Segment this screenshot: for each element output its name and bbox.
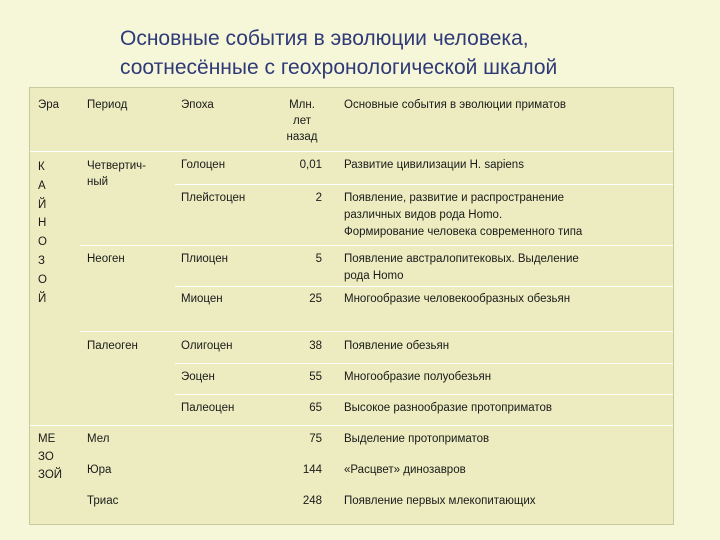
epoch-cell: Миоцен xyxy=(181,293,223,305)
header-events: Основные события в эволюции приматов xyxy=(344,99,566,111)
era-mesozoic xyxy=(38,430,62,484)
geochronology-table xyxy=(29,87,674,525)
epoch-cell: Плейстоцен xyxy=(181,192,246,204)
period-quaternary xyxy=(87,158,146,190)
period-jurassic: Юра xyxy=(87,464,112,476)
era-line: ЗО xyxy=(38,451,54,463)
mya-cell: 38 xyxy=(309,340,322,352)
header-mln xyxy=(277,97,327,145)
event-cell: «Расцвет» динозавров xyxy=(344,464,466,476)
page-title xyxy=(120,24,700,82)
era-letter: З xyxy=(38,254,45,267)
period-neogene: Неоген xyxy=(87,253,125,265)
row-divider xyxy=(30,425,673,426)
mya-cell: 2 xyxy=(315,192,322,204)
era-line: МЕ xyxy=(38,433,56,445)
event-line: Формирование человека современного типа xyxy=(344,226,583,238)
era-letter: Н xyxy=(38,217,47,230)
mya-cell: 5 xyxy=(315,253,322,265)
row-divider xyxy=(175,286,673,287)
header-period: Период xyxy=(87,99,128,111)
event-line: рода Homo xyxy=(344,270,404,282)
period-triassic: Триас xyxy=(87,495,119,507)
title-line-1: Основные события в эволюции человека, xyxy=(120,27,529,50)
era-letter: К xyxy=(38,161,45,173)
row-divider xyxy=(30,151,673,152)
era-line: ЗОЙ xyxy=(38,469,63,481)
header-era: Эра xyxy=(38,99,60,111)
header-mln-line-2: лет xyxy=(293,115,311,127)
row-divider xyxy=(80,245,673,246)
event-cell: Многообразие полуобезьян xyxy=(344,371,492,383)
epoch-cell: Плиоцен xyxy=(181,253,228,265)
era-letter: О xyxy=(38,273,47,286)
row-divider xyxy=(175,184,673,185)
mya-cell: 55 xyxy=(309,371,322,383)
era-letter: О xyxy=(38,236,47,249)
epoch-cell: Эоцен xyxy=(181,371,215,383)
epoch-cell: Голоцен xyxy=(181,159,226,171)
event-cell: Появление обезьян xyxy=(344,340,450,352)
period-quaternary-line-2: ный xyxy=(87,176,109,188)
mya-cell: 144 xyxy=(302,464,322,476)
row-divider xyxy=(175,394,673,395)
period-cretaceous: Мел xyxy=(87,433,110,445)
era-letter: А xyxy=(38,179,46,192)
event-line: различных видов рода Homo. xyxy=(344,209,503,221)
mya-cell: 248 xyxy=(302,495,322,507)
era-letter: Й xyxy=(38,292,47,305)
event-cell: Выделение протоприматов xyxy=(344,433,490,445)
title-line-2: соотнесённые с геохронологической шкалой xyxy=(120,56,558,79)
period-quaternary-line-1: Четвертич- xyxy=(87,160,146,172)
header-mln-line-3: назад xyxy=(286,131,318,143)
mya-cell: 65 xyxy=(309,402,322,414)
mya-cell: 75 xyxy=(309,433,322,445)
era-cenozoic xyxy=(38,158,47,308)
event-cell xyxy=(344,251,579,285)
epoch-cell: Олигоцен xyxy=(181,340,233,352)
era-letter: Й xyxy=(38,198,47,211)
event-line: Появление, развитие и распространение xyxy=(344,192,565,204)
header-epoch: Эпоха xyxy=(181,99,214,111)
mya-cell: 25 xyxy=(309,293,322,305)
event-cell xyxy=(344,190,582,241)
epoch-cell: Палеоцен xyxy=(181,402,235,414)
period-paleogene: Палеоген xyxy=(87,340,138,352)
mya-cell: 0,01 xyxy=(299,159,322,171)
row-divider xyxy=(175,363,673,364)
event-cell: Высокое разнообразие протоприматов xyxy=(344,402,553,414)
event-cell: Появление первых млекопитающих xyxy=(344,495,536,507)
event-cell: Развитие цивилизации H. sapiens xyxy=(344,159,524,171)
event-cell: Многообразие человекообразных обезьян xyxy=(344,293,571,305)
row-divider xyxy=(80,331,673,332)
event-line: Появление австралопитековых. Выделение xyxy=(344,253,579,265)
header-mln-line-1: Млн. xyxy=(289,99,315,111)
